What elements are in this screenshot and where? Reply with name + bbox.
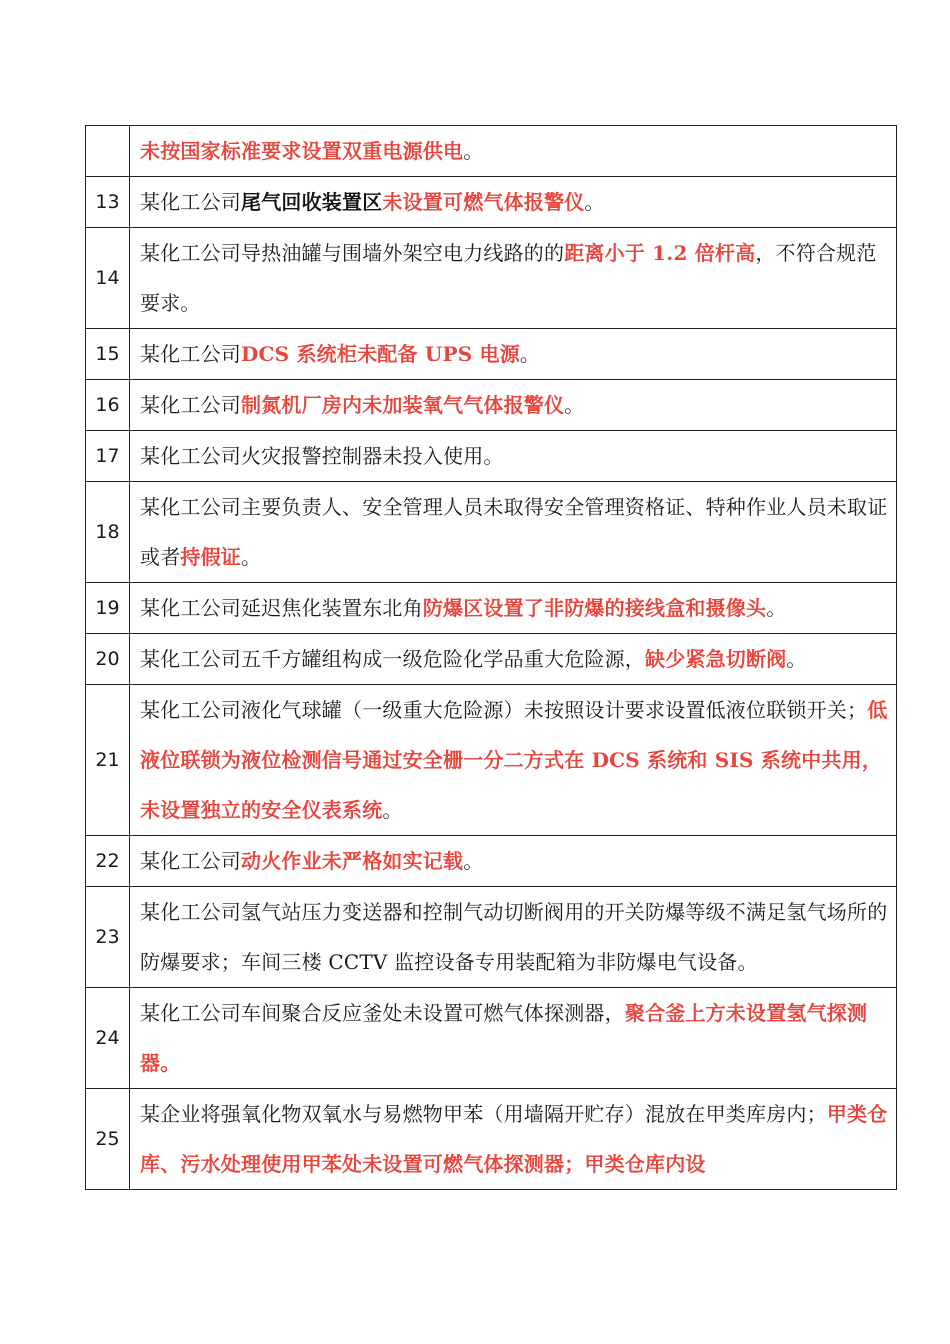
description-text: 某化工公司导热油罐与围墙外架空电力线路的的 [140,241,565,265]
highlighted-text: DCS 系统柜未配备 UPS 电源 [241,342,520,366]
highlighted-text: 动火作业未严格如实记载 [241,849,464,873]
table-row [86,887,897,988]
description-text: 某化工公司火灾报警控制器未投入使用。 [140,444,504,468]
table-row [86,685,897,836]
table-body [86,126,897,1190]
row-number: 21 [86,685,130,836]
row-number: 23 [86,887,130,988]
description-text: ，不符合规范要求。 [140,241,877,315]
row-description [130,380,897,431]
row-number: 14 [86,228,130,329]
table-row [86,634,897,685]
row-number: 24 [86,988,130,1089]
description-text: 某化工公司五千方罐组构成一级危险化学品重大危险源， [140,647,645,671]
description-text: 。 [786,647,807,671]
row-description [130,634,897,685]
description-text: 某化工公司 [140,190,241,214]
row-description [130,583,897,634]
highlighted-text: 未设置可燃气体报警仪 [382,190,585,214]
row-description [130,228,897,329]
description-text: 某企业将强氧化物双氧水与易燃物甲苯（用墙隔开贮存）混放在甲类库房内； [140,1102,827,1126]
description-text: 某化工公司主要负责人、安全管理人员未取得安全管理资格证、特种作业人员未取证或者 [140,495,888,569]
row-description [130,431,897,482]
description-text: 某化工公司 [140,342,241,366]
highlighted-text: 制氮机厂房内未加装氧气气体报警仪 [241,393,565,417]
row-number [86,126,130,177]
description-text: 某化工公司液化气球罐（一级重大危险源）未按照设计要求设置低液位联锁开关； [140,698,868,722]
description-text: 某化工公司 [140,849,241,873]
highlighted-text: 聚合釜上方未设置氢气探测器。 [140,1001,868,1075]
row-number: 19 [86,583,130,634]
description-text: 。 [584,190,605,214]
table-row [86,583,897,634]
row-description [130,836,897,887]
highlighted-text: 距离小于 1.2 倍杆高 [564,241,756,265]
table-row [86,431,897,482]
description-text: 。 [564,393,585,417]
row-number: 25 [86,1089,130,1190]
highlighted-text: 缺少紧急切断阀 [645,647,787,671]
description-text: 。 [766,596,787,620]
description-text: 。 [463,849,484,873]
highlighted-text: 甲类仓库、污水处理使用甲苯处未设置可燃气体探测器；甲类仓库内设 [140,1102,888,1176]
row-number: 16 [86,380,130,431]
description-text: 某化工公司延迟焦化装置东北角 [140,596,423,620]
row-number: 13 [86,177,130,228]
row-description [130,1089,897,1190]
description-text: 。 [519,342,541,366]
highlighted-text: 持假证 [180,545,242,569]
description-text: 。 [382,798,403,822]
row-number: 18 [86,482,130,583]
row-description [130,126,897,177]
description-text: 某化工公司 [140,393,241,417]
row-number: 17 [86,431,130,482]
row-description [130,482,897,583]
row-description [130,685,897,836]
highlighted-text: 未按国家标准要求设置双重电源供电 [140,139,464,163]
table-row [86,988,897,1089]
highlighted-text: 低液位联锁为液位检测信号通过安全栅一分二方式在 DCS 系统和 SIS 系统中共用，未设置独立的安全仪表系统 [140,698,888,822]
table-row [86,482,897,583]
table-row [86,177,897,228]
table-row [86,228,897,329]
table-row [86,380,897,431]
highlighted-text: 防爆区设置了非防爆的接线盒和摄像头 [422,596,767,620]
description-text: 。 [463,139,484,163]
description-text: 某化工公司车间聚合反应釜处未设置可燃气体探测器， [140,1001,625,1025]
row-description [130,988,897,1089]
hazard-table [85,125,897,1190]
row-number: 22 [86,836,130,887]
row-description [130,887,897,988]
table-row [86,329,897,380]
description-text: 某化工公司氢气站压力变送器和控制气动切断阀用的开关防爆等级不满足氢气场所的防爆要求；车间三楼 CCTV 监控设备专用装配箱为非防爆电气设备。 [140,900,888,974]
row-description [130,329,897,380]
row-description [130,177,897,228]
table-row [86,836,897,887]
description-text: 。 [241,545,262,569]
description-text: 尾气回收装置区 [241,190,383,214]
row-number: 15 [86,329,130,380]
row-number: 20 [86,634,130,685]
table-row [86,1089,897,1190]
table-row [86,126,897,177]
